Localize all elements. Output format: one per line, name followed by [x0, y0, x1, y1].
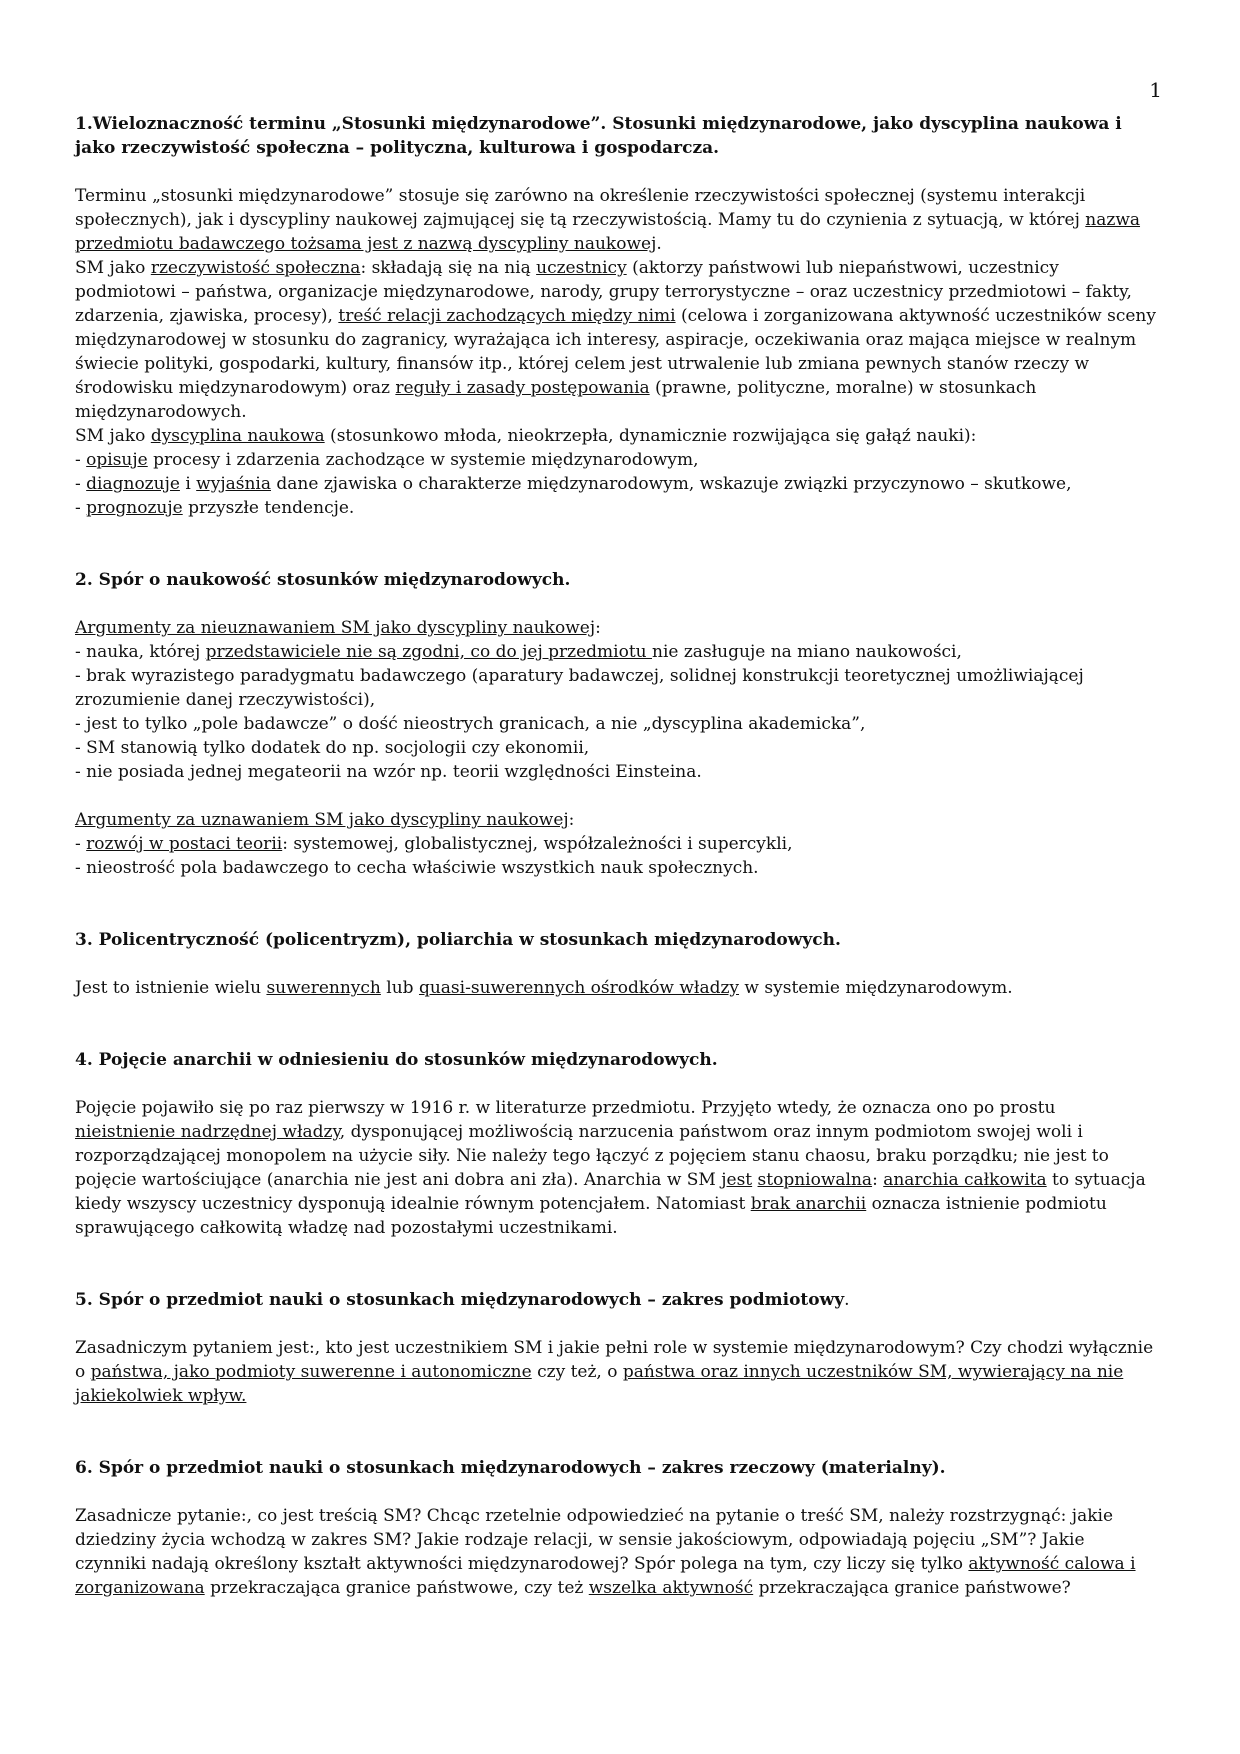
section-3-heading: 3. Policentryczność (policentryzm), poliarchia w stosunkach międzynarodowych.	[75, 930, 841, 950]
list-item: - brak wyrazistego paradygmatu badawczego (aparatury badawczej, solidnej konstrukcji teoretycznej umożliwiającej zrozumienie danej rzeczywistości),	[75, 666, 1084, 710]
underlined-text: diagnozuje	[86, 474, 180, 494]
text-run: -	[75, 498, 87, 518]
arguments-against-title	[75, 616, 1160, 640]
text-run: czy też, o	[531, 1362, 623, 1382]
text-run: nie zasługuje na miano naukowości,	[652, 642, 962, 662]
text-run: oznacza istnienie podmiotu sprawującego całkowitą władzę nad pozostałymi uczestnikami.	[75, 1194, 1107, 1238]
document-body	[75, 112, 1160, 1600]
text-run: :	[568, 810, 575, 830]
underlined-text: opisuje	[86, 450, 148, 470]
underlined-text: prognozuje	[86, 498, 183, 518]
underlined-text: przedstawiciele nie są zgodni, co do jej przedmiotu	[205, 642, 652, 662]
text-run: Terminu „stosunki międzynarodowe” stosuje się zarówno na określenie rzeczywistości społecznej (systemu interakcji społecznych), jak i dyscypliny naukowej zajmującej się tą rzeczywistością. Mamy tu do czynienia z sytuacją, w której	[75, 186, 1086, 230]
underlined-text: suwerennych	[266, 978, 381, 998]
page-number: 1	[1149, 78, 1162, 102]
section-1-paragraph-1	[75, 184, 1160, 256]
bold-text: 5. Spór o przedmiot nauki o stosunkach międzynarodowych – zakres podmiotowy	[75, 1290, 845, 1310]
text-run: :	[595, 618, 601, 638]
underlined-text: Argumenty za nieuznawaniem SM jako dyscypliny naukowej	[75, 618, 596, 638]
section-4-paragraph	[75, 1096, 1160, 1240]
text-run: dane zjawiska o charakterze międzynarodowym, wskazuje związki przyczynowo – skutkowe,	[270, 474, 1072, 494]
text-run: .	[656, 234, 662, 254]
list-item: - SM stanowią tylko dodatek do np. socjologii czy ekonomii,	[75, 738, 590, 758]
text-run: -	[75, 474, 87, 494]
underlined-text: wszelka aktywność	[588, 1578, 754, 1598]
underlined-text: nieistnienie nadrzędnej władzy	[75, 1122, 340, 1142]
underlined-text: Argumenty za uznawaniem SM jako dyscypliny naukowej	[75, 810, 569, 830]
text-run: Jest to istnienie wielu	[75, 978, 267, 998]
underlined-text: wyjaśnia	[196, 474, 271, 494]
text-run: , dysponującej możliwością narzucenia państwom oraz innym podmiotom swojej woli i rozporządzającej monopolem na użycie siły. Nie należy tego łączyć z pojęciem stanu chaosu, braku porządku; nie jest to pojęcie wartościujące (anarchia nie jest ani dobra ani zła). Anarchia w SM	[75, 1122, 1109, 1190]
list-item: - nie posiada jednej megateorii na wzór np. teorii względności Einsteina.	[75, 762, 702, 782]
section-1-heading: 1.Wieloznaczność terminu „Stosunki międzynarodowe”. Stosunki międzynarodowe, jako dyscyplina naukowa i jako rzeczywistość społeczna – polityczna, kulturowa i gospodarcza.	[75, 114, 1122, 158]
text-run: - nauka, której	[75, 642, 206, 662]
list-item: - nieostrość pola badawczego to cecha właściwie wszystkich nauk społecznych.	[75, 858, 759, 878]
underlined-text: treść relacji zachodzących między nimi	[338, 306, 676, 326]
text-run: SM jako	[75, 426, 151, 446]
underlined-text: dyscyplina naukowa	[150, 426, 325, 446]
list-item	[75, 496, 1160, 520]
text-run: -	[75, 834, 87, 854]
underlined-text: reguły i zasady postępowania	[395, 378, 650, 398]
text-run: : składają się na nią	[360, 258, 537, 278]
underlined-text: anarchia całkowita	[883, 1170, 1047, 1190]
underlined-text: jest	[721, 1170, 753, 1190]
arguments-for-title	[75, 808, 1160, 832]
text-run: i	[179, 474, 197, 494]
section-1-paragraph-2	[75, 256, 1160, 424]
text-run: przyszłe tendencje.	[182, 498, 355, 518]
text-run: to sytuacja kiedy wszyscy uczestnicy dysponują idealnie równym potencjałem. Natomiast	[75, 1170, 1146, 1214]
text-run: Pojęcie pojawiło się po raz pierwszy w 1916 r. w literaturze przedmiotu. Przyjęto wtedy, że oznacza ono po prostu	[75, 1098, 1056, 1118]
text-run: Zasadnicze pytanie:, co jest treścią SM? Chcąc rzetelnie odpowiedzieć na pytanie o treść SM, należy rozstrzygnąć: jakie dziedziny życia wchodzą w zakres SM? Jakie rodzaje relacji, w sensie jakościowym, odpowiadają pojęciu „SM”? Jakie czynniki nadają określony kształt aktywności międzynarodowej? Spór polega na tym, czy liczy się tylko	[75, 1506, 1114, 1574]
text-run: w systemie międzynarodowym.	[739, 978, 1013, 998]
text-run: przekraczająca granice państwowe, czy też	[204, 1578, 589, 1598]
underlined-text: rzeczywistość społeczna	[150, 258, 361, 278]
text-run: przekraczająca granice państwowe?	[753, 1578, 1071, 1598]
underlined-text: nazwa przedmiotu badawczego tożsama jest z nazwą dyscypliny naukowej	[75, 210, 1141, 254]
section-6-heading: 6. Spór o przedmiot nauki o stosunkach międzynarodowych – zakres rzeczowy (materialny).	[75, 1458, 946, 1478]
text-run: Zasadniczym pytaniem jest:, kto jest uczestnikiem SM i jakie pełni role w systemie międzynarodowym? Czy chodzi wyłącznie o	[75, 1338, 1154, 1382]
section-5-heading	[75, 1288, 1160, 1312]
underlined-text: brak anarchii	[750, 1194, 867, 1214]
text-run: :	[872, 1170, 884, 1190]
text-run: : systemowej, globalistycznej, współzależności i supercykli,	[282, 834, 793, 854]
text-run: lub	[380, 978, 419, 998]
section-4-heading: 4. Pojęcie anarchii w odniesieniu do stosunków międzynarodowych.	[75, 1050, 718, 1070]
section-1-paragraph-3	[75, 424, 1160, 448]
underlined-text: rozwój w postaci teorii	[86, 834, 283, 854]
underlined-text: uczestnicy	[536, 258, 627, 278]
underlined-text: stopniowalna	[757, 1170, 873, 1190]
text-run: -	[75, 450, 87, 470]
list-item	[75, 448, 1160, 472]
list-item: - jest to tylko „pole badawcze” o dość nieostrych granicach, a nie „dyscyplina akademicka”,	[75, 714, 866, 734]
section-6-paragraph	[75, 1504, 1160, 1600]
list-item	[75, 640, 1160, 664]
text-run: (stosunkowo młoda, nieokrzepła, dynamicznie rozwijająca się gałąź nauki):	[324, 426, 977, 446]
text-run: (celowa i zorganizowana aktywność uczestników sceny międzynarodowej w stosunku do zagranicy, wyrażająca ich interesy, aspiracje, oczekiwania oraz mająca miejsce w realnym świecie polityki, gospodarki, kultury, finansów itp., której celem jest utrwalenie lub zmiana pewnych stanów rzeczy w środowisku międzynarodowym) oraz	[75, 306, 1156, 398]
section-5-paragraph	[75, 1336, 1160, 1408]
list-item	[75, 832, 1160, 856]
text-run: (prawne, polityczne, moralne) w stosunkach międzynarodowych.	[75, 378, 1037, 422]
list-item	[75, 472, 1160, 496]
text-run: (aktorzy państwowi lub niepaństwowi, uczestnicy podmiotowi – państwa, organizacje międzynarodowe, narody, grupy terrorystyczne – oraz uczestnicy przedmiotowi – fakty, zdarzenia, zjawiska, procesy),	[75, 258, 1132, 326]
section-2-heading: 2. Spór o naukowość stosunków międzynarodowych.	[75, 570, 571, 590]
underlined-text: państwa, jako podmioty suwerenne i autonomiczne	[90, 1362, 532, 1382]
section-3-paragraph	[75, 976, 1160, 1000]
text-run: procesy i zdarzenia zachodzące w systemie międzynarodowym,	[147, 450, 699, 470]
underlined-text: aktywność calowa i zorganizowana	[75, 1554, 1136, 1598]
underlined-text: państwa oraz innych uczestników SM, wywierający na nie jakiekolwiek wpływ.	[75, 1362, 1124, 1406]
text-run: .	[844, 1290, 850, 1310]
text-run: SM jako	[75, 258, 151, 278]
underlined-text: quasi-suwerennych ośrodków władzy	[418, 978, 740, 998]
